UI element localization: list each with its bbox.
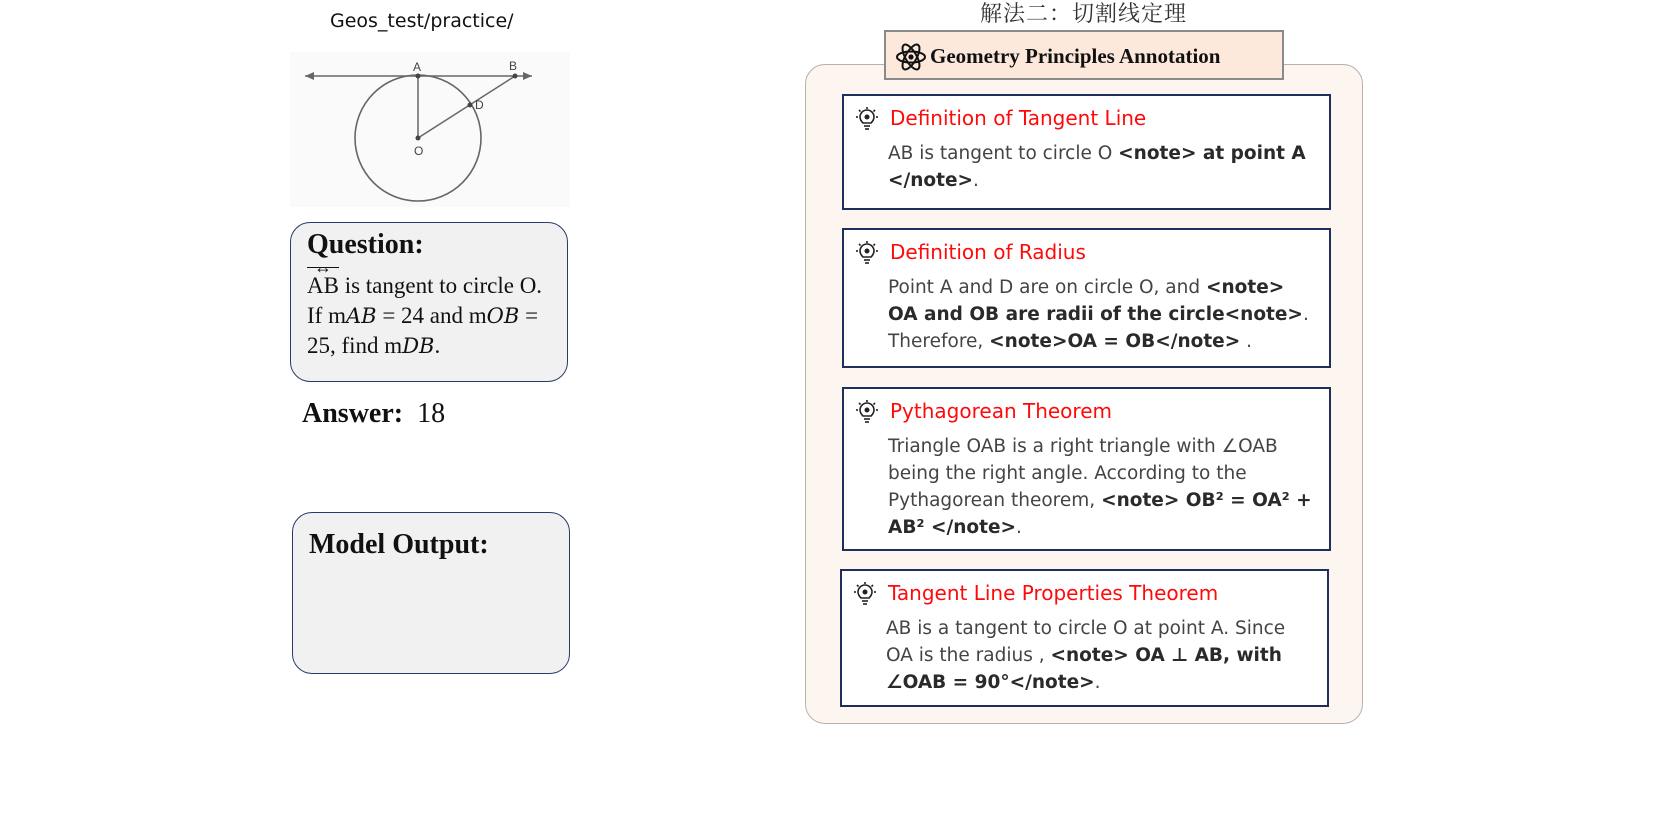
principles-header-title: Geometry Principles Annotation [930,44,1221,68]
point-label-o: O [414,144,424,158]
model-output-card [292,512,570,674]
principle-text-part: . [1016,517,1022,538]
geometry-figure [290,52,570,207]
question-title: Question: [307,229,424,260]
principle-note: <note>OA = OB</note> [989,331,1241,352]
line-ab-symbol: AB ↔ [307,271,339,301]
principle-tangent-definition [842,94,1331,210]
principle-text [886,615,1317,696]
principle-title: Pythagorean Theorem [890,399,1112,423]
lightbulb-icon [852,581,878,607]
question-text-part: is tangent to circle O. If m [307,273,543,328]
segment-ob: OB [486,304,520,328]
point-label-b: B [509,59,518,73]
principle-note: <note> OA ⊥ AB, with ∠OAB = 90°</note> [886,645,1282,693]
principle-text-part: Triangle OAB is a right triangle with ∠OAB being the right angle. According to the Pythagorean theorem, [888,436,1278,511]
principle-title: Definition of Radius [890,240,1086,264]
question-text-part: . [434,333,441,358]
principle-text-part: . [1094,672,1101,693]
segment-db: DB [402,334,435,358]
principle-note: <note> OB² = OA² + AB² </note> [888,490,1312,538]
principle-note: <note> at point A </note> [888,143,1306,191]
model-output-title: Model Output: [309,529,489,560]
principle-text-part: . [973,170,979,191]
principle-title: Definition of Tangent Line [890,106,1147,130]
point-label-a: A [413,60,422,74]
answer-line [302,398,445,430]
principle-radius-definition [842,228,1331,368]
answer-value: 18 [417,398,446,429]
principle-text-part: AB is a tangent to circle O at point A. Since OA is the radius , [886,618,1286,666]
point-label-d: D [475,98,484,112]
atom-icon [894,40,928,74]
answer-label: Answer: [302,398,404,429]
principle-text-part: . Therefore, [888,304,1309,352]
question-text [307,271,557,361]
segment-ab: AB [345,304,377,328]
principle-text-part: Point A and D are on circle O, and [888,277,1206,298]
lightbulb-icon [854,106,880,132]
principle-text [888,140,1319,194]
lightbulb-icon [854,240,880,266]
question-text-part: = 24 and m [376,303,487,328]
source-path-label: Geos_test/practice/ [330,10,514,32]
question-text-part: = 25, find m [307,303,539,358]
principle-pythagorean-theorem [842,387,1331,551]
lightbulb-icon [854,399,880,425]
principle-title: Tangent Line Properties Theorem [888,581,1219,605]
principle-text-part: AB is tangent to circle O [888,143,1119,164]
principle-text-part: . [1240,331,1252,352]
solution-caption: 解法二：切割线定理 [980,2,1188,27]
principle-note: <note> OA and OB are radii of the circle<note> [888,277,1303,325]
principle-text [888,433,1319,541]
principles-header [884,30,1284,80]
principle-tangent-properties [840,569,1329,707]
question-card [290,222,568,382]
principle-text [888,274,1319,355]
